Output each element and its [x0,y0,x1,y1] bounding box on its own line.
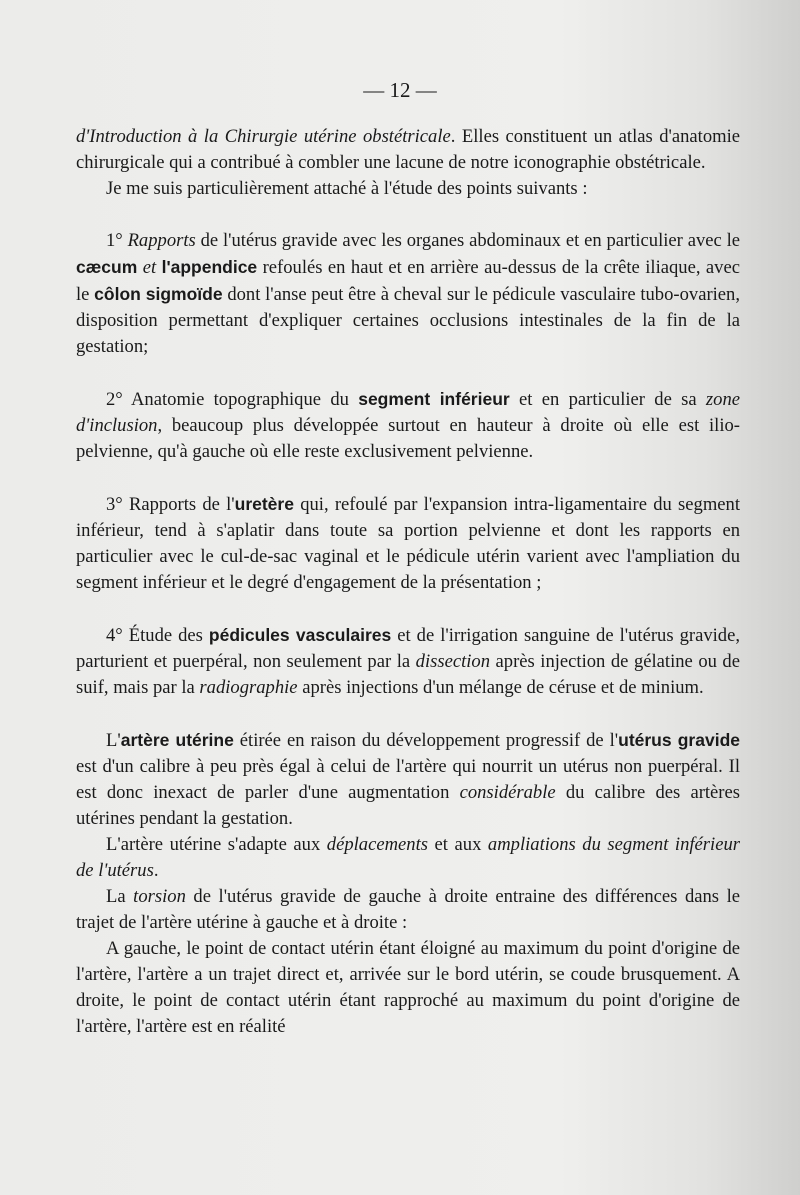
paragraph-point-3 [76,491,740,596]
italic-run: Rapports [127,230,196,251]
text-run: L'artère utérine s'adapte aux [106,834,327,855]
body-text [76,124,740,1040]
text-run: après injection de gélatine ou de suif, mais par la [76,651,740,698]
text-run: après injections d'un mélange de céruse et de minium. [297,677,704,698]
text-run: L' [106,730,121,751]
text-run: refoulés en haut et en arrière au-dessus de la crête iliaque, avec le [76,257,740,305]
bold-term: utérus gravide [618,730,740,750]
italic-run: dissection [415,651,491,672]
text-run: La [106,886,134,907]
paragraph-point-4 [76,622,740,701]
paragraph-point-2 [76,386,740,465]
paragraph-uterine-artery [76,727,740,832]
italic-run: torsion [133,886,186,907]
italic-run: zone d'inclusion [76,389,740,436]
italic-run: et [142,257,157,278]
text-run: . Elles constituent un atlas d'anatomie chirurgicale qui a contribué à combler une lacune de notre iconographie obstétricale. [76,126,740,173]
paragraph-points-intro: Je me suis particulièrement attaché à l'étude des points suivants : [106,178,588,199]
bold-term: uretère [234,494,294,514]
text-run: et de l'irrigation sanguine de l'utérus gravide, parturient et puerpéral, non seulement par la [76,625,740,672]
book-title: d'Introduction à la Chirurgie utérine obstétricale [76,126,451,147]
text-run: de l'utérus gravide avec les organes abdominaux et en particulier avec le [195,230,740,251]
italic-run: considérable [459,782,556,803]
text-run: du calibre des artères utérines pendant la gestation. [76,782,740,829]
italic-run: ampliations du segment inférieur de l'utérus [76,834,740,881]
text-run: étirée en raison du développement progressif de l' [233,730,619,751]
paragraph-intro-continuation [76,124,740,176]
text-run: de l'utérus gravide de gauche à droite entraine des différences dans le trajet de l'artère utérine à gauche et à droite : [76,886,740,933]
bold-term: cæcum [76,257,138,277]
text-run: , beaucoup plus développée surtout en hauteur à droite où elle est ilio-pelvienne, qu'à gauche où elle reste exclusivement pelvienne. [76,415,740,462]
text-run: est d'un calibre à peu près égal à celui de l'artère qui nourrit un utérus non puerpéral. Il est donc inexact de parler d'une augmentation [76,756,740,803]
text-run: . [153,860,159,881]
page-number: — 12 — [363,78,437,102]
text-run: 4° Étude des [106,625,209,646]
text-run: et aux [428,834,488,855]
italic-run: radiographie [199,677,298,698]
paragraph-left-right: A gauche, le point de contact utérin étant éloigné au maximum du point d'origine de l'artère, l'artère a un trajet direct et, arrivée sur le bord utérin, se coude brusquement. A droite, le point de contact utérin étant rapproché au maximum du point d'origine de l'artère, l'artère est en réalité [76,938,740,1037]
paragraph-torsion [76,884,740,936]
italic-run: déplacements [326,834,428,855]
bold-term: segment inférieur [358,389,510,409]
paragraph-artery-adapts [76,832,740,884]
text-run: qui, refoulé par l'expansion intra-ligamentaire du segment inférieur, tend à s'aplatir dans toute sa portion pelvienne et dont les rapports en particulier avec le cul-de-sac vaginal et le pédicule utérin varient avec l'ampliation du segment inférieur et le degré d'engagement de la présentation ; [76,494,740,593]
text-run: 3° Rapports de l' [106,494,235,515]
text-run: 1° [106,230,128,251]
bold-term: artère utérine [120,730,234,750]
text-run: 2° Anatomie topographique du [106,389,359,410]
text-run: et en particulier de sa [509,389,706,410]
text-run: dont l'anse peut être à cheval sur le pédicule vasculaire tubo-ovarien, disposition permettant d'expliquer certaines occlusions intestinales de la fin de la gestation; [76,284,740,357]
paragraph-point-1 [76,228,740,360]
bold-term: côlon sigmoïde [94,284,223,304]
bold-term: l'appendice [161,257,258,277]
bold-term: pédicules vasculaires [208,625,392,645]
